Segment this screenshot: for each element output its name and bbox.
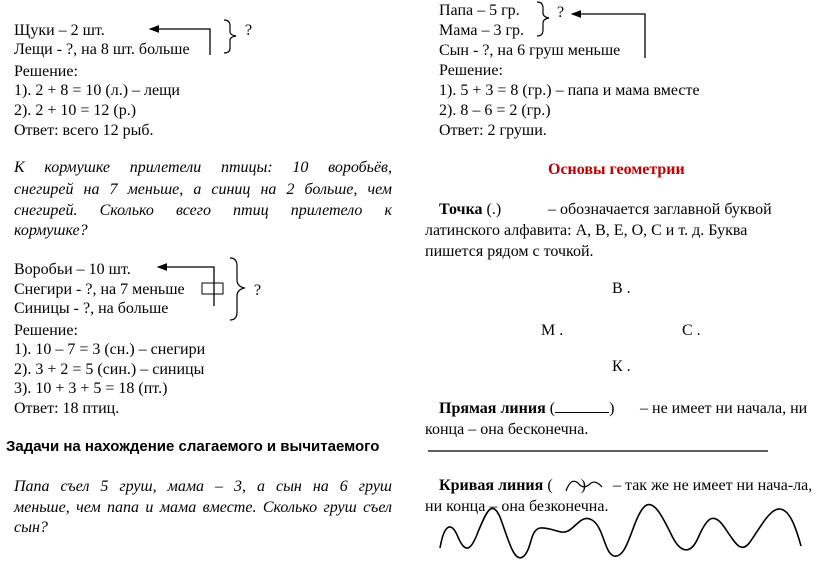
point-label-c: С .: [682, 322, 701, 339]
curve-line-illustration: [440, 505, 801, 558]
p2-step-3: 3). 10 + 3 + 5 = 18 (пт.): [14, 380, 168, 397]
p1-step-1: 1). 2 + 8 = 10 (л.) – лещи: [14, 82, 180, 99]
p2-blank-box: [202, 283, 223, 294]
p2-line-tits: Синицы - ?, на больше: [14, 300, 169, 317]
curve-sample-icon: [566, 481, 602, 491]
p2-line-bullfinches: Снегири - ?, на 7 меньше: [14, 281, 185, 298]
p4-brace-icon: [537, 2, 549, 36]
curve-line-definition-rest: – так же не имеет ни нача-ла,: [613, 477, 813, 494]
section-heading: Задачи на нахождение слагаемого и вычитаемого: [6, 438, 380, 455]
p2-step-1: 1). 10 – 7 = 3 (сн.) – снегири: [14, 341, 206, 358]
p3-text-line-1: Папа съел 5 груш, мама – 3, а сын на 6 груш: [14, 478, 392, 495]
p1-arrow-icon: [150, 29, 210, 55]
p1-brace-icon: [224, 20, 236, 53]
p1-step-2: 2). 2 + 10 = 12 (р.): [14, 102, 137, 119]
point-symbol: (.): [486, 201, 502, 218]
p1-question-mark: ?: [245, 22, 253, 39]
point-term: Точка: [439, 201, 483, 218]
curve-line-definition-line-2: ни конца – она безконечна.: [425, 498, 609, 515]
point-definition-line-2: латинского алфавита: А, В, Е, О, С и т. д. Буква: [425, 222, 748, 239]
point-label-k: К .: [612, 358, 631, 375]
straight-line-definition-line-2: конца – она бесконечна.: [425, 421, 589, 438]
geometry-title: Основы геометрии: [548, 161, 685, 178]
p2-text-line-3: снегирей. Сколько всего птиц прилетело к: [14, 202, 392, 219]
p2-step-2: 2). 3 + 2 = 5 (син.) – синицы: [14, 361, 205, 378]
point-label-m: М .: [541, 322, 564, 339]
p2-solution-label: Решение:: [14, 322, 78, 339]
p2-text-line-2: снегирей на 7 меньше, а синиц на 2 больше, чем: [14, 181, 392, 198]
p2-text-line-4: кормушке?: [14, 222, 88, 239]
p4-step-1: 1). 5 + 3 = 8 (гр.) – папа и мама вместе: [439, 82, 700, 99]
p4-arrow-icon: [572, 14, 645, 58]
p1-solution-label: Решение:: [14, 63, 78, 80]
p4-step-2: 2). 8 – 6 = 2 (гр.): [439, 102, 551, 119]
p2-answer: Ответ: 18 птиц.: [14, 400, 120, 417]
p1-line-bream: Лещи - ?, на 8 шт. больше: [14, 41, 190, 58]
straight-line-term: Прямая линия: [439, 400, 546, 417]
p2-arrow-icon: [158, 267, 214, 306]
p4-answer: Ответ: 2 груши.: [439, 122, 547, 139]
p1-line-pike: Щуки – 2 шт.: [14, 22, 105, 39]
point-label-b: В .: [612, 280, 631, 297]
p4-question-mark: ?: [557, 4, 565, 21]
p1-answer: Ответ: всего 12 рыб.: [14, 122, 154, 139]
p2-question-mark: ?: [254, 282, 262, 299]
straight-line-paren-close: ): [609, 400, 615, 417]
curve-line-paren-close: ): [580, 477, 586, 494]
p2-brace-icon: [230, 258, 244, 320]
straight-line-paren-open: (: [549, 400, 556, 417]
p4-line-mom: Мама – 3 гр.: [439, 22, 525, 39]
curve-line-paren-open: (: [547, 477, 553, 494]
p3-text-line-3: сын?: [14, 519, 48, 536]
straight-line-definition-rest: – не имеет ни начала, ни: [640, 400, 808, 417]
point-definition-line-3: пишется рядом с точкой.: [425, 243, 594, 260]
curve-line-term: Кривая линия: [439, 477, 544, 494]
p4-line-son: Сын - ?, на 6 груш меньше: [439, 42, 621, 59]
p2-line-sparrows: Воробьи – 10 шт.: [14, 261, 131, 278]
p4-line-dad: Папа – 5 гр.: [439, 2, 520, 19]
point-definition-rest: – обозначается заглавной буквой: [548, 201, 772, 218]
p4-solution-label: Решение:: [439, 62, 503, 79]
p2-text-line-1: К кормушке прилетели птицы: 10 воробьёв,: [14, 159, 392, 176]
p3-text-line-2: меньше, чем папа и мама вместе. Сколько груш съел: [14, 499, 392, 516]
